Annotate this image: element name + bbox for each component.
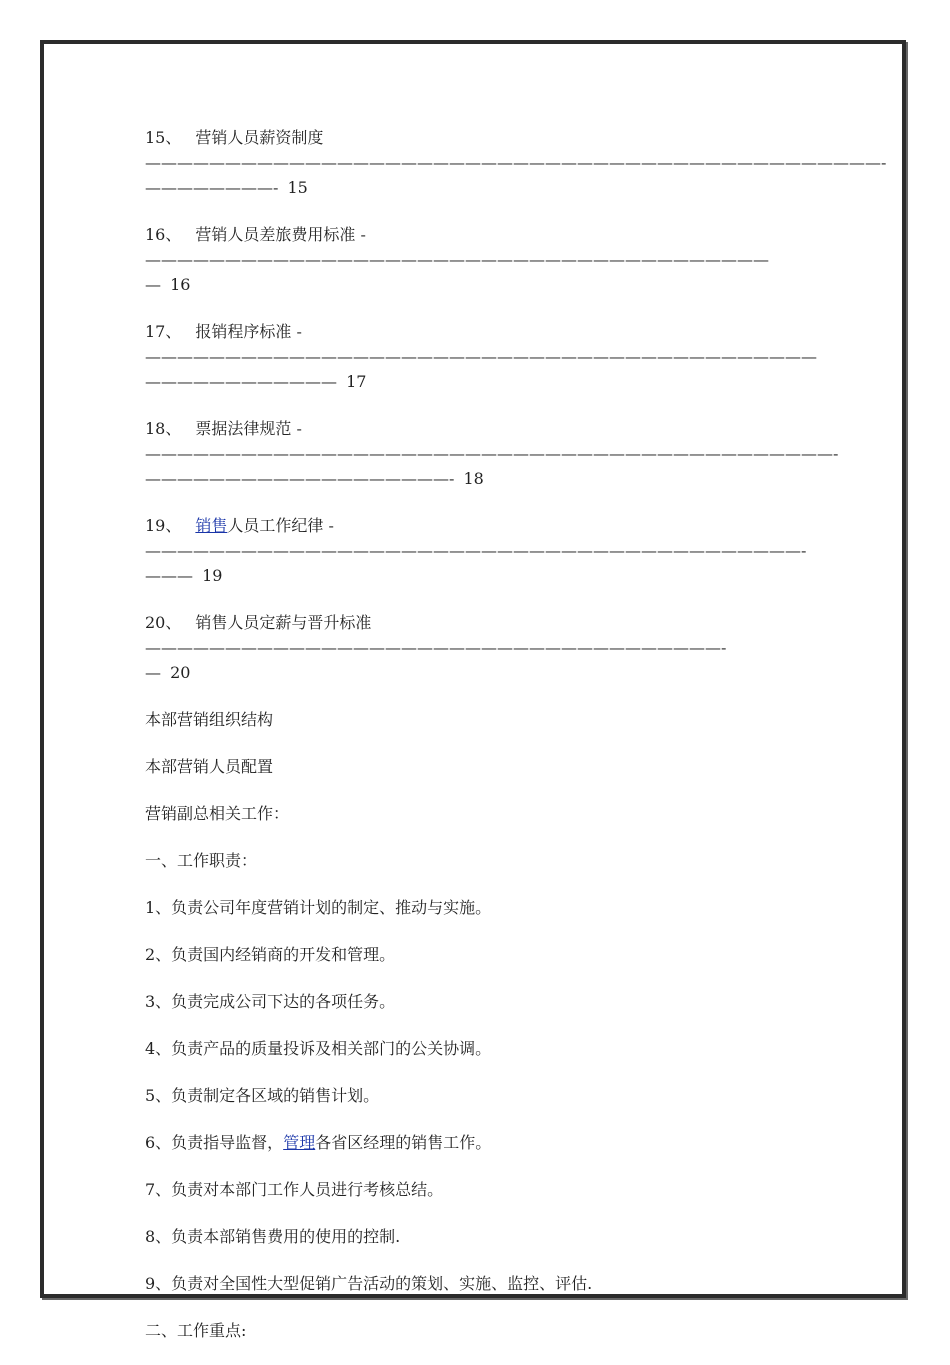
toc-page-number: 15 xyxy=(287,178,308,197)
toc-entry xyxy=(145,513,810,588)
toc-leader-cont: — xyxy=(145,663,167,682)
duty-6-text-after: 各省区经理的销售工作。 xyxy=(315,1133,492,1152)
toc-page-number: 18 xyxy=(463,469,484,488)
toc-page-number: 17 xyxy=(346,372,367,391)
toc-leader-cont: ———————————— xyxy=(145,372,343,391)
toc-leader-cont: ——— xyxy=(145,566,199,585)
toc-number: 17、 xyxy=(145,322,182,341)
paragraph: 本部营销组织结构 xyxy=(145,710,274,729)
toc-title xyxy=(195,225,355,244)
toc-title xyxy=(195,516,323,535)
paragraph: 二、工作重点: xyxy=(145,1321,247,1340)
paragraph-list-2 xyxy=(145,1177,810,1343)
toc-leader: ——————————————————————————————————————————————- xyxy=(145,153,887,172)
paragraph: 营销副总相关工作： xyxy=(145,804,290,823)
toc-title-text: 人员工作纪律 xyxy=(227,516,324,535)
toc-entry xyxy=(145,319,817,394)
paragraph: 本部营销人员配置 xyxy=(145,757,274,776)
paragraph: 2、负责国内经销商的开发和管理。 xyxy=(145,945,396,964)
toc-title xyxy=(195,419,291,438)
paragraph: 3、负责完成公司下达的各项任务。 xyxy=(145,992,396,1011)
toc-title xyxy=(195,128,323,147)
toc-title-text: 报销程序标准 xyxy=(195,322,292,341)
paragraph-list xyxy=(145,707,810,1108)
toc-entry xyxy=(145,222,810,297)
toc-leader-cont: ————————- xyxy=(145,178,284,197)
paragraph: 5、负责制定各区域的销售计划。 xyxy=(145,1086,380,1105)
toc-leader: -—————————————————————————————————————————- xyxy=(145,516,807,560)
toc-number: 19、 xyxy=(145,516,182,535)
toc-entry xyxy=(145,125,887,200)
management-link[interactable]: 管理 xyxy=(283,1133,316,1152)
toc-leader-cont: ———————————————————- xyxy=(145,469,460,488)
paragraph: 8、负责本部销售费用的使用的控制. xyxy=(145,1227,401,1246)
table-of-contents xyxy=(145,125,887,685)
toc-leader: -—————————————————————————————————————————— xyxy=(145,322,817,366)
toc-title xyxy=(195,322,291,341)
toc-page-number: 19 xyxy=(202,566,223,585)
toc-number: 18、 xyxy=(145,419,182,438)
toc-entry xyxy=(145,416,839,491)
paragraph: 7、负责对本部门工作人员进行考核总结。 xyxy=(145,1180,444,1199)
toc-title-text: 票据法律规范 xyxy=(195,419,292,438)
toc-title-text: 营销人员差旅费用标准 xyxy=(195,225,356,244)
toc-title-text: 营销人员薪资制度 xyxy=(195,128,324,147)
toc-number: 15、 xyxy=(145,128,182,147)
toc-title-link[interactable]: 销售 xyxy=(195,516,228,535)
toc-page-number: 20 xyxy=(170,663,191,682)
toc-entry xyxy=(145,610,810,685)
paragraph: 1、负责公司年度营销计划的制定、推动与实施。 xyxy=(145,898,492,917)
toc-leader: -——————————————————————————————————————— xyxy=(145,225,769,269)
toc-page-number: 16 xyxy=(170,275,191,294)
toc-number: 20、 xyxy=(145,613,182,632)
document-body xyxy=(145,125,887,1365)
toc-title xyxy=(195,613,371,632)
toc-title-text: 销售人员定薪与晋升标准 xyxy=(195,613,372,632)
toc-leader: -———————————————————————————————————————————- xyxy=(145,419,839,463)
toc-leader: ————————————————————————————————————- xyxy=(145,638,727,657)
paragraph: 一、工作职责： xyxy=(145,851,258,870)
duty-6-text-before: 6、负责指导监督， xyxy=(145,1133,284,1152)
paragraph: 4、负责产品的质量投诉及相关部门的公关协调。 xyxy=(145,1039,492,1058)
toc-leader-cont: — xyxy=(145,275,167,294)
toc-number: 16、 xyxy=(145,225,182,244)
duty-item-6 xyxy=(145,1130,810,1155)
paragraph: 9、负责对全国性大型促销广告活动的策划、实施、监控、评估. xyxy=(145,1274,593,1293)
